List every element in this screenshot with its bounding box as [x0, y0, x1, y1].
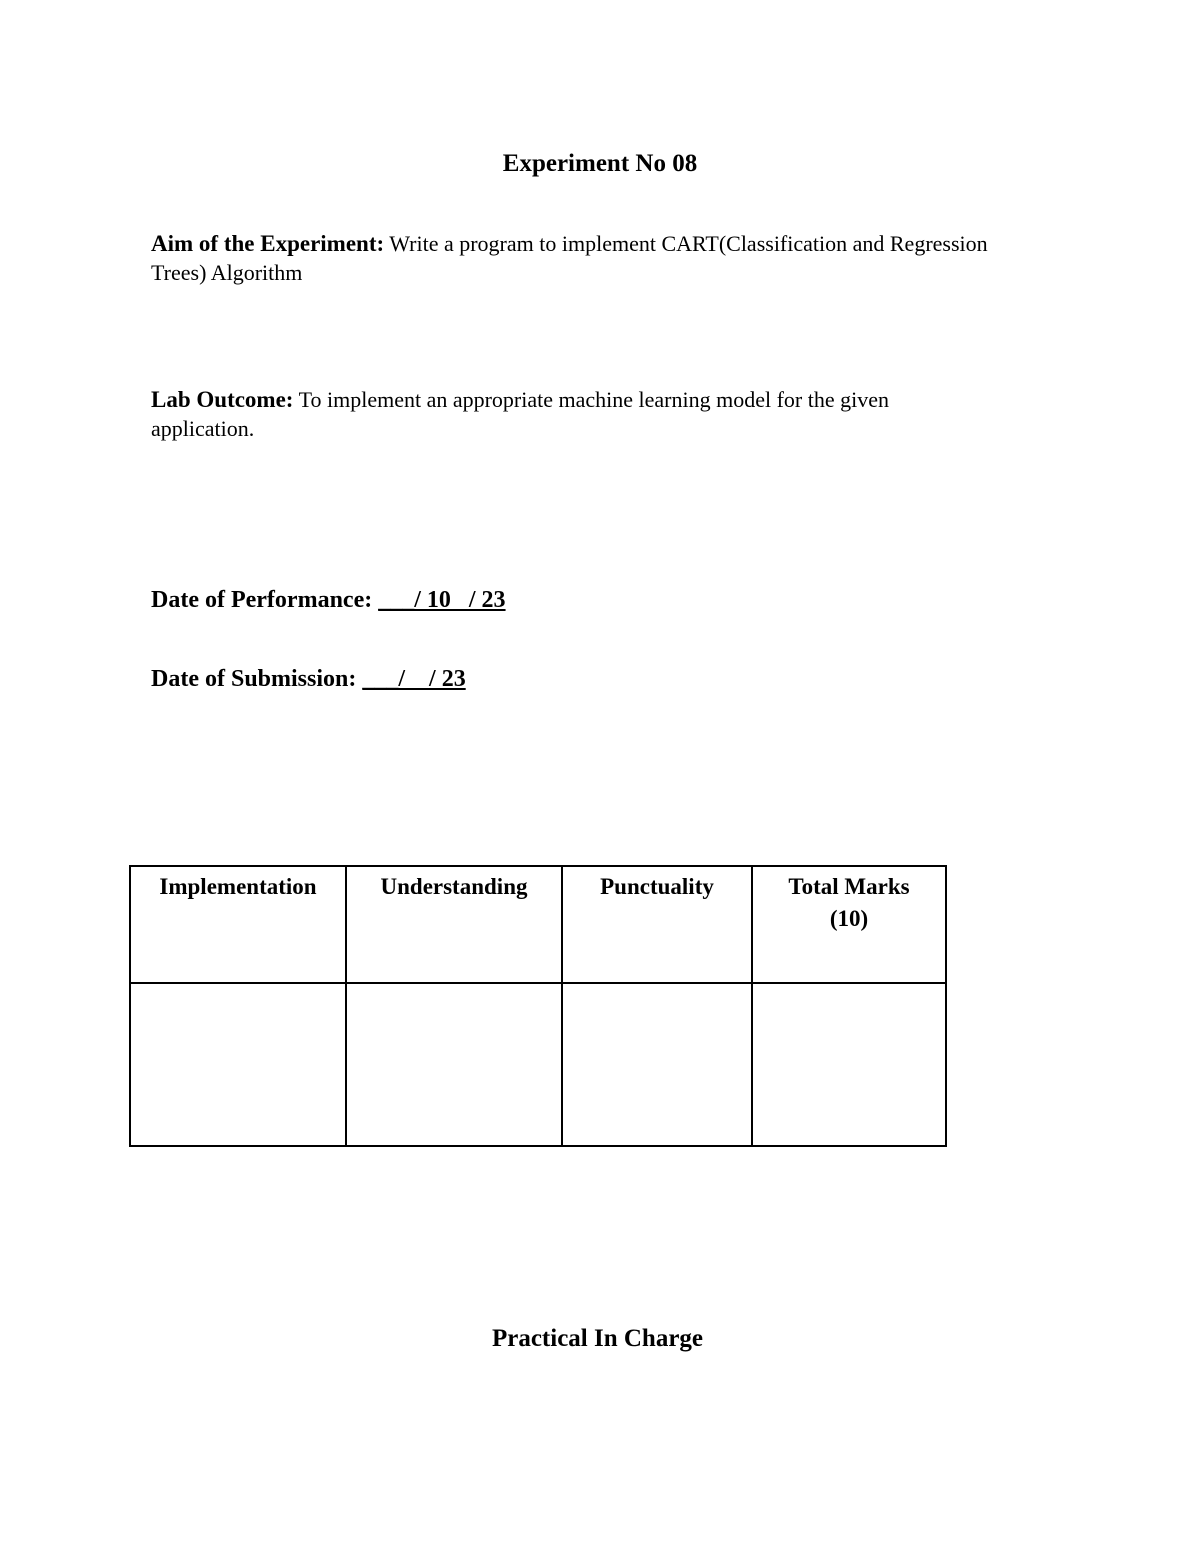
- header-understanding: Understanding: [346, 866, 562, 983]
- marks-value-row: [130, 983, 946, 1146]
- cell-total-marks[interactable]: [752, 983, 946, 1146]
- date-of-submission-value[interactable]: ___/ / 23: [362, 666, 466, 692]
- marks-header-row: [130, 866, 946, 983]
- cell-punctuality[interactable]: [562, 983, 752, 1146]
- lab-outcome-text: To implement an appropriate machine learning model for the given application.: [151, 387, 890, 441]
- header-implementation: Implementation: [130, 866, 346, 983]
- aim-text: Write a program to implement CART(Classification and Regression Trees) Algorithm: [151, 231, 988, 285]
- date-of-performance: [151, 587, 506, 614]
- date-of-submission: [151, 666, 466, 693]
- cell-implementation[interactable]: [130, 983, 346, 1146]
- date-of-submission-label: Date of Submission:: [151, 666, 357, 692]
- practical-in-charge: Practical In Charge: [491, 1325, 704, 1352]
- date-of-performance-label: Date of Performance:: [151, 587, 373, 613]
- aim-section: [151, 229, 991, 287]
- header-total-marks-text: Total Marks (10): [788, 874, 910, 931]
- cell-understanding[interactable]: [346, 983, 562, 1146]
- marks-table: [129, 865, 947, 1147]
- header-total-marks: [752, 866, 946, 983]
- lab-outcome-section: [151, 385, 991, 443]
- date-of-performance-value[interactable]: ___/ 10 / 23: [378, 587, 506, 613]
- header-punctuality: Punctuality: [562, 866, 752, 983]
- aim-label: Aim of the Experiment:: [151, 231, 385, 256]
- experiment-title: Experiment No 08: [502, 150, 698, 177]
- lab-outcome-label: Lab Outcome:: [151, 387, 294, 412]
